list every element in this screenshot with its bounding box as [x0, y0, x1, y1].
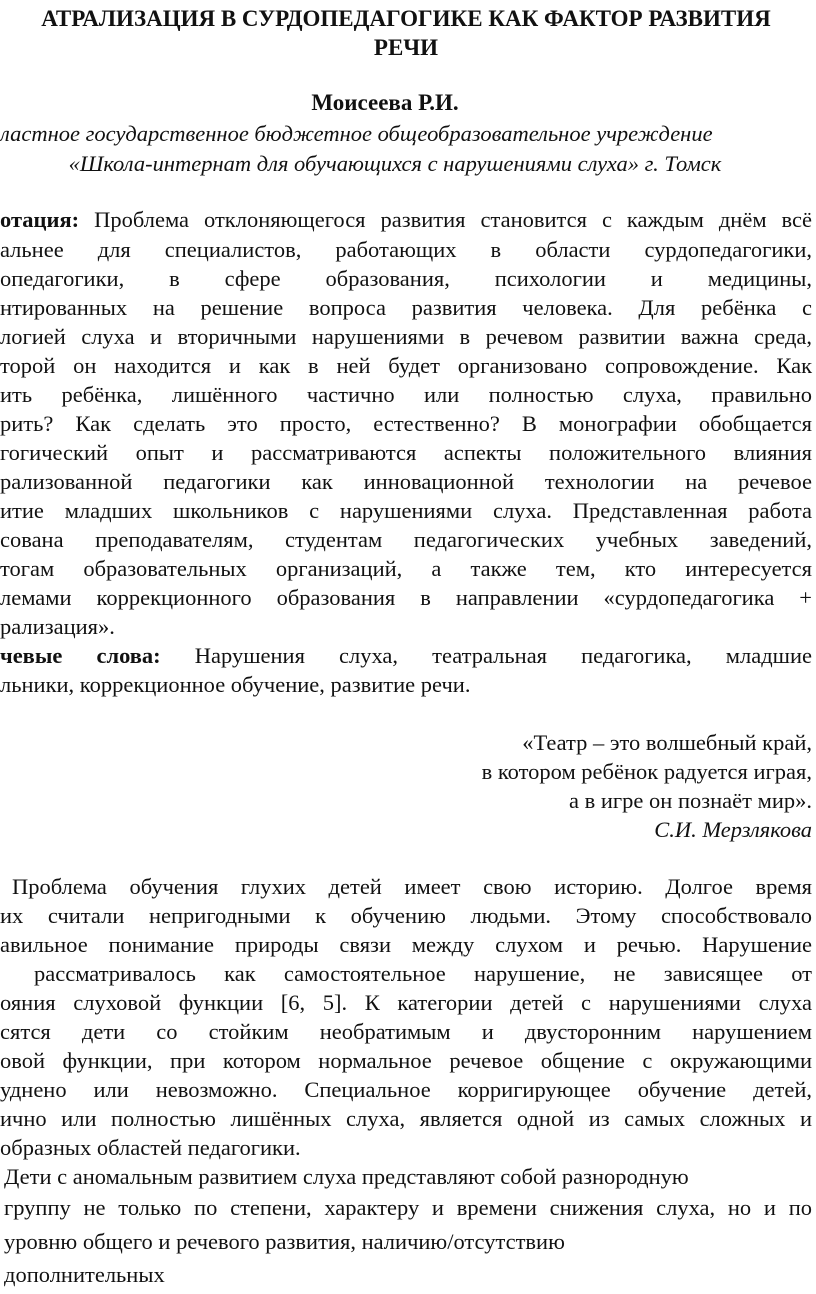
annotation-line: логией слуха и вторичными нарушениями в речевом развитии важна среда, [0, 324, 812, 349]
body-line: ояния слуховой функции [6, 5]. К категории детей с нарушениями слуха [0, 990, 812, 1015]
body-line: ично или полностью лишённых слуха, является одной из самых сложных и [0, 1106, 812, 1131]
annotation-line: лемами коррекционного образования в направлении «сурдопедагогика + [0, 585, 812, 610]
annotation-line: торой он находится и как в ней будет организовано сопровождение. Как [0, 353, 812, 378]
body-line: рассматривалось как самостоятельное нарушение, не зависящее от [34, 961, 812, 986]
body-line: уднено или невозможно. Специальное корригирующее обучение детей, [0, 1077, 812, 1102]
epigraph-line: «Театр – это волшебный край, [522, 730, 812, 755]
author-name: Моисеева Р.И. [311, 90, 459, 115]
annotation-line: Проблема отклоняющегося развития становится с каждым днём всё [94, 207, 812, 232]
annotation-line: тогам образовательных организаций, а также тем, кто интересуется [0, 556, 812, 581]
body-line: дополнительных [4, 1262, 165, 1287]
article-title-line-1: АТРАЛИЗАЦИЯ В СУРДОПЕДАГОГИКЕ КАК ФАКТОР РАЗВИТИЯ [41, 6, 771, 31]
keywords-label: чевые слова: [0, 643, 161, 668]
keywords-text: Нарушения слуха, театральная педагогика, младшие [194, 643, 812, 668]
keywords-text-line-2: льники, коррекционное обучение, развитие речи. [0, 672, 471, 697]
annotation-line: нтированных на решение вопроса развития человека. Для ребёнка с [0, 295, 812, 320]
body-line: Дети с аномальным развитием слуха представляют собой разнородную [4, 1164, 689, 1189]
body-line: уровню общего и речевого развития, наличию/отсутствию [4, 1229, 565, 1254]
annotation-line: опедагогики, в сфере образования, психологии и медицины, [0, 266, 812, 291]
epigraph-line: а в игре он познаёт мир». [569, 788, 812, 813]
epigraph-author: С.И. Мерзлякова [654, 817, 812, 842]
annotation-first-line [0, 205, 812, 234]
article-title-line-2: РЕЧИ [373, 35, 439, 60]
annotation-label: отация: [0, 207, 80, 232]
annotation-line: гогический опыт и рассматриваются аспекты положительного влияния [0, 440, 812, 465]
body-line: овой функции, при котором нормальное речевое общение с окружающими [0, 1048, 812, 1073]
annotation-line: итие младших школьников с нарушениями слуха. Представленная работа [0, 498, 812, 523]
annotation-line: рить? Как сделать это просто, естественно? В монографии обобщается [0, 411, 812, 436]
annotation-line: альнее для специалистов, работающих в области сурдопедагогики, [0, 237, 812, 262]
body-line: Проблема обучения глухих детей имеет свою историю. Долгое время [12, 874, 812, 899]
epigraph-line: в котором ребёнок радуется играя, [481, 759, 812, 784]
annotation-line: сована преподавателям, студентам педагогических учебных заведений, [0, 527, 812, 552]
affiliation-line-1: ластное государственное бюджетное общеобразовательное учреждение [0, 121, 713, 146]
body-line: сятся дети со стойким необратимым и двусторонним нарушением [0, 1019, 812, 1044]
annotation-line: рализованной педагогики как инновационной технологии на речевое [0, 469, 812, 494]
affiliation-line-2: «Школа-интернат для обучающихся с нарушениями слуха» г. Томск [68, 151, 722, 176]
body-line: их считали непригодными к обучению людьми. Этому способствовало [0, 903, 812, 928]
keywords-first-line [0, 641, 812, 670]
body-line: группу не только по степени, характеру и времени снижения слуха, но и по [4, 1195, 812, 1220]
annotation-line: рализация». [0, 614, 115, 639]
body-line: образных областей педагогики. [0, 1135, 301, 1160]
annotation-line: ить ребёнка, лишённого частично или полностью слуха, правильно [0, 382, 812, 407]
body-line: авильное понимание природы связи между слухом и речью. Нарушение [0, 932, 812, 957]
